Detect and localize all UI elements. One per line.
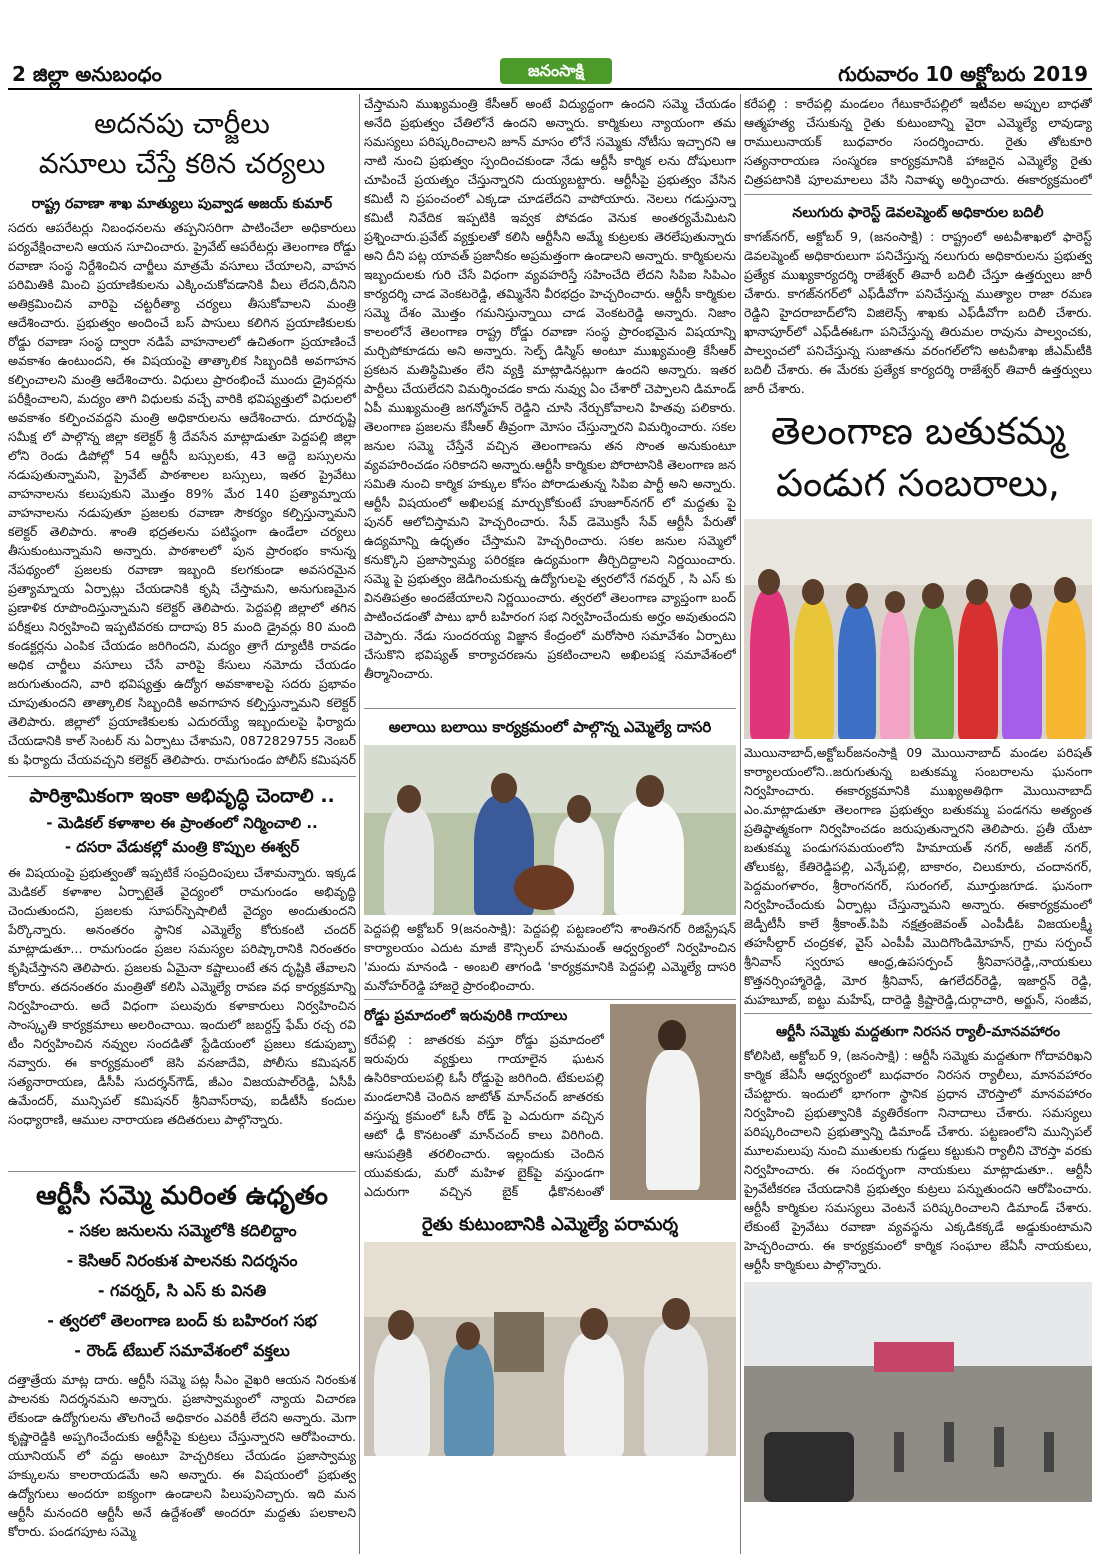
headline: ఆర్టీసీ సమ్మె మరింత ఉధృతం: [36, 1181, 328, 1211]
article-divider: [744, 1013, 1092, 1014]
newspaper-logo: జనంసాక్షి: [500, 58, 612, 84]
article-divider: [8, 1171, 356, 1172]
subheadline: - రౌండ్ టేబుల్ సమావేశంలో వక్తలు: [74, 1341, 290, 1360]
column-1: [8, 94, 356, 1554]
subheadline: - కెసిఆర్ నిరంకుశ పాలనకు నిదర్శనం: [66, 1251, 298, 1270]
headline: పండుగ సంబరాలు,: [775, 461, 1060, 505]
column-divider: [740, 94, 741, 1554]
headline: తెలంగాణ బతుకమ్మ: [770, 409, 1066, 453]
headline: ఆర్టీసీ సమ్మెకు మద్దతుగా నిరసన ర్యాలీ-మానవహారం: [775, 1024, 1061, 1040]
article-body: సదరు ఆపరేటర్లు నిబంధనలను తప్పనిసరిగా పాటించేలా అధికారులు పర్యవేక్షించాలని ఆయన సూచించారు. ప్రైవేట్ ఆపరేటర్లు తెలంగాణ రోడ్డు రవాణా సంస్థ నిర్దేశించిన చార్జీలు మాత్రమే వసూలు చేయాలని, వాహన పరిమితికి మించి ప్రయాణికులను ఎక్కించుకోవడానికి వీలు లేదని,దీనిని అతిక్రమించిన వారిపై చట్టరీత్యా చర్యలు తీసుకోవాలని మంత్రి ఆదేశించారు. ప్రభుత్వం అందించే బస్ పాసులు కలిగిన ప్రయాణికులకు రోడ్డు రవాణా సంస్థ ద్వారా నడిపే వాహనాలలో ఉచితంగా ప్రయాణించే అవకాశం ఉంటుందని, ఈ విషయంపై తాత్కాలిక సిబ్బందికి అవగాహన కల్పించాలని మంత్రి ఆదేశించారు. విధులు ప్రారంభించే ముందు డ్రైవర్లను పరీక్షించాలని, మద్యం తాగి విధులకు వచ్చే వారికి భవిష్యత్తులో విధులలో అవకాశం కల్పించవద్దని మంత్రి అధికారులను ఆదేశించారు. దూరదృష్టి సమీక్ష లో పాల్గొన్న జిల్లా కలెక్టర్ శ్రీ దేవసేన మాట్లాడుతూ పెద్దపల్లి జిల్లా లోని రెండు డిపోల్లో 54 ఆర్టీసీ బస్సులకు, 43 అద్దె బస్సులను నడుపుతున్నామని, ప్రైవేట్ పాఠశాలల బస్సులు, ఇతర ప్రైవేటు వాహనాలను కలుపుకుని మొత్తం 89% మేర 140 ప్రత్యామ్నాయ వాహనాలను నడుపుతూ ప్రజలకు రవాణా సౌకర్యం కల్పిస్తున్నామని కలెక్టర్ తెలిపారు. శాంతి భద్రతలను పటిష్ఠంగా ఉండేలా చర్యలు తీసుకుంటున్నామని అన్నారు. పాఠశాలలో పున ప్రారంభం కానున్న నేపథ్యంలో ప్రజలకు రవాణా ఇబ్బంది కలగకుండా అవసరమైన ప్రత్యామ్నాయ ఏర్పాట్లు చేయడానికి కృషి చేస్తామని, అనుగుణమైన ప్రణాళిక రూపొందిస్తున్నామని కలెక్టర్ తెలిపారు. పెద్దపల్లి జిల్లాలో తగిన పరీక్షలు నిర్వహించి ఇప్పటివరకు దాదాపు 85 మంది డ్రైవర్లు 80 మంది కండక్టర్లను ఎంపిక చేయడం జరిగిందని, మద్యం త్రాగే ద్యూటీకి రావడం అధిక చార్జీలు వసూలు చేసే వారిపై కేసులు నమోదు చేయడం జరుగుతుందని, వారి భవిష్యత్తు ఉద్యోగ అవకాశాలపై సదరు ప్రభావం చూపుతుందని తాత్కాలిక సిబ్బందికి అవగాహన కల్పిస్తున్నామని కలెక్టర్ తెలిపారు. జిల్లాలో ప్రయాణికులకు ఎదురయ్యే ఇబ్బందులపై ఫిర్యాదు చేయడానికి కాల్ సెంటర్ ను ఏర్పాటు చేశామని, 0872829755 నెంబర్ కు ఫిర్యాదు చేయవచ్చని కలెక్టర్ తెలిపారు. రామగుండం పోలీస్ కమిషనర్: [8, 220, 356, 767]
headline: అలాయి బలాయి కార్యక్రమంలో పాల్గొన్న ఎమ్మెల్యే దాసరి: [388, 718, 712, 736]
article-body: మొయినాబాద్,అక్టోబర్‌జనంసాక్షి 09 మొయినాబాద్ మండల పరిషత్ కార్యాలయంలోని..జరుగుతున్న బతుకమ్మ సంబరాలను ఘనంగా నిర్వహించారు. ఈకార్యక్రమానికి ముఖ్యఅతిథిగా మొయినాబాద్ ఎం.మాట్లాడుతూ తెలంగాణ ప్రభుత్వం బతుకమ్మ పండగను అత్యంత ప్రతిష్ఠాత్మకంగా నిర్వహించడం జరుపుతున్నారని తెలిపారు. ప్రతీ యేటా బతుకమ్మ పండుగసమయంలోని హిమాయత్ నగర్, అజీజ్ నగర్, తోలుకట్ట, కేతిరెడ్డిపల్లి, ఎన్కేపల్లి, బాకారం, చిలుకూరు, చందానగర్, పెద్దమంగళారం, శ్రీరాంగనగర్, సురంగల్, మూర్తుజగూడ. ఘనంగా నిర్వహించేందుకు ఏర్పాట్లు చేస్తున్నామని అన్నారు. ఈకార్యక్రమంలో జెడ్పీటీసీ కాలే శ్రీకాంత్.పిపి నక్షత్రంజెవంత్ ఎంపీడీఓ విజయలక్ష్మీ తహసీల్దార్ చంద్రకళ, వైస్ ఎంపీపీ మొదిగొండిమోహన్, గ్రామ సర్పంచ్ శ్రీనివాస్ స్వరూప ఆంధ్ర,ఉపసర్పంచ్ శ్రీనివాసరెడ్డి,,నాయకులు కొత్తనర్సింహ్మారెడ్డి, మోర శ్రీనివాస్, ఉగలేదర్‌రెడ్డి, ఇజార్దన్ రెడ్డి, మహబూబ్, ఐట్టు మహేష్, దారెడ్డి క్రిష్టారెడ్డి,దుర్గాచారి, అర్జున్, సంజీవ,: [744, 745, 1092, 1007]
headline: పారిశ్రామికంగా ఇంకా అభివృద్ధి చెందాలి ..: [29, 785, 335, 807]
photo-accident-victim: [610, 1004, 736, 1200]
photo-alai-balai: [364, 745, 736, 915]
header-divider: [8, 88, 1092, 90]
article-body: ఈ విషయంపై ప్రభుత్వంతో ఇప్పటికే సంప్రదింపులు చేశామన్నారు. ఇక్కడ మెడికల్ కళాశాల ఏర్పాటైతే వైద్యంలో రామగుండం అభివృద్ధి చెందుతుందని, ప్రజలకు సూపర్‌స్పెషాలిటీ వైద్యం అందుతుందని పేర్కొన్నారు. అనంతరం స్థానిక ఎమ్మెల్యే కోరుకంటి చందర్ మాట్లాడుతూ... రామగుండం ప్రజల సమస్యల పరిష్కారానికి నిరంతరం కృషిచేస్తానని తెలిపారు. ప్రజలకు ఏమైనా కష్టాలుంటే తన దృష్టికి తేవాలని కోరారు. తదనంతరం మంత్రితో కలిసి ఎమ్మెల్యే రావణ వధ కార్యక్రమాన్ని నిర్వహించారు. అదే విధంగా పలువురు కళాకారులు నిర్వహించిన సాంస్కృతి కార్యక్రమాలు అలరించాయి. ఇందులో జబర్దస్త్ ఫేమ్ రచ్చ రవి టీం నిర్వహించిన నవ్వుల సందడితో స్టేడియంలో ప్రజలు కడుపుబ్బా నవ్వారు. ఈ కార్యక్రమంలో జెసి వనజాదేవి, పోలీసు కమిషనర్ సత్యనారాయణ, డీసీపీ సుదర్శన్‌గౌడ్, జీఎం విజయపాల్‌రెడ్డి, ఏసీపీ ఉమేందర్, మున్సిపల్ కమిషనర్ శ్రీనివాస్‌రావు, ఐడీటీసీ కందుల సంధ్యారాణి, ఆముల నారాయణ తదితరులు పాల్గొన్నారు.: [8, 865, 356, 1127]
article-body: చేస్తామని ముఖ్యమంత్రి కేసీఆర్ అంటే విద్యుద్దంగా ఉందని సమ్మె చేయడం అనేది ప్రభుత్వం చేతిలోనే ఉందని అన్నారు. కార్మికులు న్యాయంగా తమ సమస్యలు పరిష్కరించాలని జూన్ మాసం లోనే సమ్మెకు నోటీసు ఇచ్చారని ఆ నాటి నుంచి ప్రభుత్వం స్పందించకుండా నేడు ఆర్టీసీ కార్మిక లను దోషులుగా చూపించే ప్రయత్నం చేస్తున్నారని దుయ్యబట్టారు. ఆర్టీసీపై ప్రభుత్వం వేసిన కమిటీ ని ప్రపంచంలో ఎక్కడా చూడలేదని వాపోయారు. నెలలు గడుస్తున్నా కమిటీ నివేదిక ఇప్పటికి ఇవ్వక పోవడం వెనుక అంతర్యమేమిటని ప్రశ్నించారు.ప్రవేట్ వ్యక్తులతో కలిసి ఆర్టీసీని అమ్మే కుట్రలకు తెరలేపుతున్నారు అని దీని పట్ల యావత్ ప్రజానీకం అప్రమత్తంగా ఉండాలని అన్నారు. కార్మికులను ఇబ్బందులకు గురి చేసే విధంగా వ్యవహరిస్తే సహించేది లేదని సిపిఐ సిపిఎం కార్యదర్శి చాడ వెంకటరెడ్డి, తమ్మినేని వీరభద్రం హెచ్చరించారు. ఆర్టీసీ కార్మికుల సమ్మె దేశం మొత్తం గమనిస్తున్నాయి చాడ వెంకటరెడ్డి అన్నారు. నిజాం కాలంలోనే తెలంగాణ రాష్ట్ర రోడ్డు రవాణా సంస్థ ప్రారంభమైన విషయాన్ని మర్చిపోకూడదు అని అన్నారు. సెల్ఫ్ డిస్మిస్ అంటూ ముఖ్యమంత్రి కేసీఆర్ ప్రకటన మతిస్థిమితం లేని వ్యక్తి మాట్లాడినట్లుగా ఉందని అన్నారు. ఇతర పార్టీలు చేయలేదని విమర్శించడం కాదు నువ్వు ఏం చేశారో చెప్పాలని డిమాండ్ ఏపీ ముఖ్యమంత్రి జగన్మోహన్ రెడ్డిని చూసి నేర్చుకోవాలని హితవు పలికారు. తెలంగాణ ప్రజలను కేసీఆర్ తీవ్రంగా మోసం చేస్తున్నారని విమర్శించారు. సకల జనుల సమ్మె చేస్తేనే వచ్చిన తెలంగాణను తన సొంత అనుకుంటూ వ్యవహరించడం సరికాదని అన్నారు.ఆర్టీసీ కార్మికుల పోరాటానికి తెలంగాణ జన సమితి నుంచి కార్మిక హక్కుల కోసం పోరాడుతున్న సిపిఐ పార్టీ అని అన్నారు. ఆర్టీసీ విషయంలో అఖిలపక్ష మార్చుకోకుంటే హుజూర్‌నగర్ లో మద్దతు పై పునర్ ఆలోచిస్తామని హెచ్చరించారు. సేవ్ డెమొక్రసీ సేవ్ ఆర్టీసీ పేరుతో ఉద్యమాన్ని ఉధృతం చేస్తామని హెచ్చరించారు. సకల జనుల సమ్మెలో కనుక్కొని ప్రజాస్వామ్య పరిరక్షణ ఉద్యమంగా తీర్చిదిద్దాలని నిర్ణయించారు. సమ్మె పై ప్రభుత్వం జెడిగించుకున్న ఉద్యోగులపై త్వరలోనే గవర్నర్ , సి ఎస్ కు వినతిపత్రం అందజేయాలని నిర్ణయించారు. త్వరలో తెలంగాణ వ్యాప్తంగా బంద్ పాటించడంతో పాటు భారీ బహిరంగ సభ నిర్వహించేందుకు అర్హం అవుతుందని చెప్పారు. నేడు సుందరయ్య విజ్ఞాన కేంద్రంలో మరోసారి సమావేశం ఏర్పాటు చేసుకొని భవిష్యత్ కార్యాచరణను ప్రకటించాలని అఖిలపక్ష సమావేశంలో తీర్మానించారు.: [364, 96, 736, 681]
subheadline: - గవర్నర్, సి ఎస్ కు వినతి: [97, 1281, 267, 1300]
headline: రోడ్డు ప్రమాదంలో ఇరువురికి గాయాలు: [364, 1008, 568, 1024]
article-body: కోలిసిటి, అక్టోబర్ 9, (జనంసాక్షి) : ఆర్టీసీ సమ్మెకు మద్దతుగా గోదావరిఖని కార్మిక జేఏసీ ఆధ్వర్యంలో బుధవారం నిరసన ర్యాలీలు, మానవహారం చేపట్టారు. ఇందులో భాగంగా స్థానిక ప్రధాన చౌరస్తాలో మానవహారం నిర్వహించి ప్రభుత్వానికి వ్యతిరేకంగా నినాదాలు చేశారు. సమస్యలు పరిష్కరించాలని ప్రభుత్వాన్ని డిమాండ్ చేశారు. పట్టణంలోని మున్సిపల్ మూలమలుపు నుంచి ముతులకు గుడ్డలు కట్టుకుని ర్యాలీని చౌరస్తా వరకు నిర్వహించారు. ఈ సందర్భంగా నాయకులు మాట్లాడుతూ.. ఆర్టీసీ ప్రైవేటీకరణ చేయడానికి ప్రభుత్వం కుట్రలు పన్నుతుందని ఆరోపించారు. ఆర్టీసీ కార్మికుల సమస్యలు వెంటనే పరిష్కరించాలని డిమాండ్ చేశారు. లేకుంటే ప్రైవేటు రవాణా వ్యవస్థను ఎక్కడికక్కడే అడ్డుకుంటామని హెచ్చరించారు. ఈ కార్యక్రమంలో కార్మిక సంఘాల జేఏసీ నాయకులు, ఆర్టీసీ కార్మికులు పాల్గొన్నారు.: [744, 1048, 1092, 1272]
article-body: కరేపల్లి : కారేపల్లి మండలం గేటుకారేపల్లిలో ఇటీవల అప్పుల బాధతో ఆత్మహత్య చేసుకున్న రైతు కుటుంబాన్ని వైరా ఎమ్మెల్యే లావుడ్యా రాములునాయక్ బుధవారం సందర్శించారు. రైతు తోటకూరి సత్యనారాయణ సంస్మరణ కార్యక్రమానికి హాజరైన ఎమ్మెల్యే రైతు చిత్రపటానికి పూలమాలలు వేసి నివాళ్ళు అర్పించారు. ఈకార్యక్రమంలో: [744, 96, 1092, 187]
page-section-label: 2 జిల్లా అనుబంధం: [12, 62, 162, 86]
headline: రైతు కుటుంబానికి ఎమ్మెల్యే పరామర్శ: [421, 1214, 679, 1235]
column-divider: [359, 94, 360, 1554]
column-2: [364, 94, 736, 1554]
page-header: [0, 0, 1100, 92]
headline: నలుగురు ఫారెస్ట్ డెవలప్మెంట్ అధికారుల బదిలీ: [792, 205, 1044, 221]
photo-rally: [744, 1282, 1092, 1502]
photo-bathukamma: [744, 519, 1092, 739]
article-body: దత్తాత్రేయ మాట్ల దారు. ఆర్టీసీ సమ్మె పట్ల సీఎం వైఖరి ఆయన నిరంకుశ పాలనకు నిదర్శనమని అన్నారు. ప్రజాస్వామ్యంలో న్యాయ విచారణ లేకుండా ఉద్యోగులను తొలగించే అధికారం ఎవరికీ లేదని అన్నారు. మెగా కృష్ణారెడ్డికి అప్పగించేందుకు ఆర్టీసీపై కుట్రలు చేస్తున్నారని ఆరోపించారు. యూనియన్ లో వద్దు అంటూ హెచ్చరికలు చేయడం ప్రజాస్వామ్య హక్కులను కాలరాయడమే అని అన్నారు. ఈ విషయంలో ప్రభుత్వ ఉద్యోగులు అందరూ ఐక్యంగా ఉండాలని పిలుపునిచ్చారు. ఇది మన ఆర్టీసీ మనందరి ఆర్టీసీ అనే ఉద్దేశంతో అందరూ మద్దతు పలకాలని కోరారు. పండగపూట సమ్మె: [8, 1372, 356, 1539]
article-divider: [364, 708, 736, 709]
article-body: కాగజ్‌నగర్, అక్టోబర్ 9, (జనంసాక్షి) : రాష్ట్రంలో అటవీశాఖలో ఫారెస్ట్ డెవలప్మెంట్ అధికారులుగా పనిచేస్తున్న నలుగురు అధికారులను ప్రభుత్వ ప్రత్యేక ముఖ్యకార్యదర్శి రాజేశ్వర్ తివారీ బదిలీ చేస్తూ ఉత్తర్వులు జారీ చేశారు. కాగజ్‌నగర్‌లో ఎఫ్‌డీవోగా పనిచేస్తున్న ముత్యాల రాజా రమణ రెడ్డిని హైదరాబాద్‌లోని విజిలెన్స్ శాఖకు ఎఫ్‌డీవోగా బదిలీ చేశారు. ఖానాపూర్‌లో ఎఫ్‌డీఈఓగా పనిచేస్తున్న తిరుమల రావును పాల్వంచకు, పాల్వంచలో పనిచేస్తున్న సుజాతను వరంగల్‌లోని అటవీశాఖ జీఎమ్‌టీకి బదిలీ చేశారు. ఈ మేరకు ప్రత్యేక కార్యదర్శి రాజేశ్వర్ తివారీ ఉత్తర్వులు జారీ చేశారు.: [744, 229, 1092, 396]
headline: అదనపు చార్జీలు: [94, 107, 270, 140]
article-divider: [8, 776, 356, 777]
headline: వసూలు చేస్తే కఠిన చర్యలు: [38, 147, 326, 180]
column-3: [744, 94, 1092, 1554]
page-date: గురువారం 10 అక్టోబరు 2019: [838, 62, 1088, 86]
article-body: కరేపల్లి : జాతరకు వస్తూ రోడ్డు ప్రమాదంలో ఇరువురు వ్యక్తులు గాయాలైన ఘటన ఉసిరికాయలపల్లి ఓసీ రోడ్డుపై జరిగింది. టేకులపల్లి మండలానికి చెందిన జాటోత్ మాన్‌చంద్ జాతరకు వస్తున్న క్రమంలో ఓసీ రోడ్ పై ఎదురుగా వచ్చిన ఆటో ఢీ కొనటంతో మాన్‌చంద్ కాలు విరిగింది. ఆసుపత్రికి తరలించారు. ఇల్లందుకు చెందిన యువకుడు, మరో మహిళ బైక్‌పై వస్తుండగా ఎదురుగా వచ్చిన బైక్ ఢీకొనటంతో: [364, 1032, 604, 1199]
subheadline: - మెడికల్ కళాశాల ఈ ప్రాంతంలో నిర్మించాలి ..: [46, 814, 318, 832]
subheadline: - త్వరలో తెలంగాణ బంద్ కు బహిరంగ సభ: [47, 1311, 317, 1330]
byline: రాష్ట్ర రవాణా శాఖ మాత్యులు పువ్వాడ అజయ్ కుమార్: [31, 196, 333, 212]
photo-caption: పెద్దపల్లి అక్టోబర్ 9(జనంసాక్షి): పెద్దపల్లి పట్టణంలోని శాంతినగర్ రిజిస్ట్రేషన్ కార్యాలయం ఎదుట మాజీ కౌన్సిలర్ హనుమంత్ ఆధ్వర్యంలో నిర్వహించిన 'మందు మానండి - అంబలి తాగండి 'కార్యక్రమానికి పెద్దపల్లి ఎమ్మెల్యే దాసరి మనోహర్‌రెడ్డి హాజరై ప్రారంభించారు.: [364, 921, 736, 993]
article-divider: [364, 999, 736, 1000]
photo-mla-visit: [364, 1242, 736, 1456]
subheadline: - సకల జనులను సమ్మెలోకి కదిలిద్దాం: [67, 1221, 297, 1240]
article-divider: [744, 194, 1092, 195]
subheadline: - దసరా వేడుకల్లో మంత్రి కొప్పుల ఈశ్వర్: [64, 838, 300, 856]
